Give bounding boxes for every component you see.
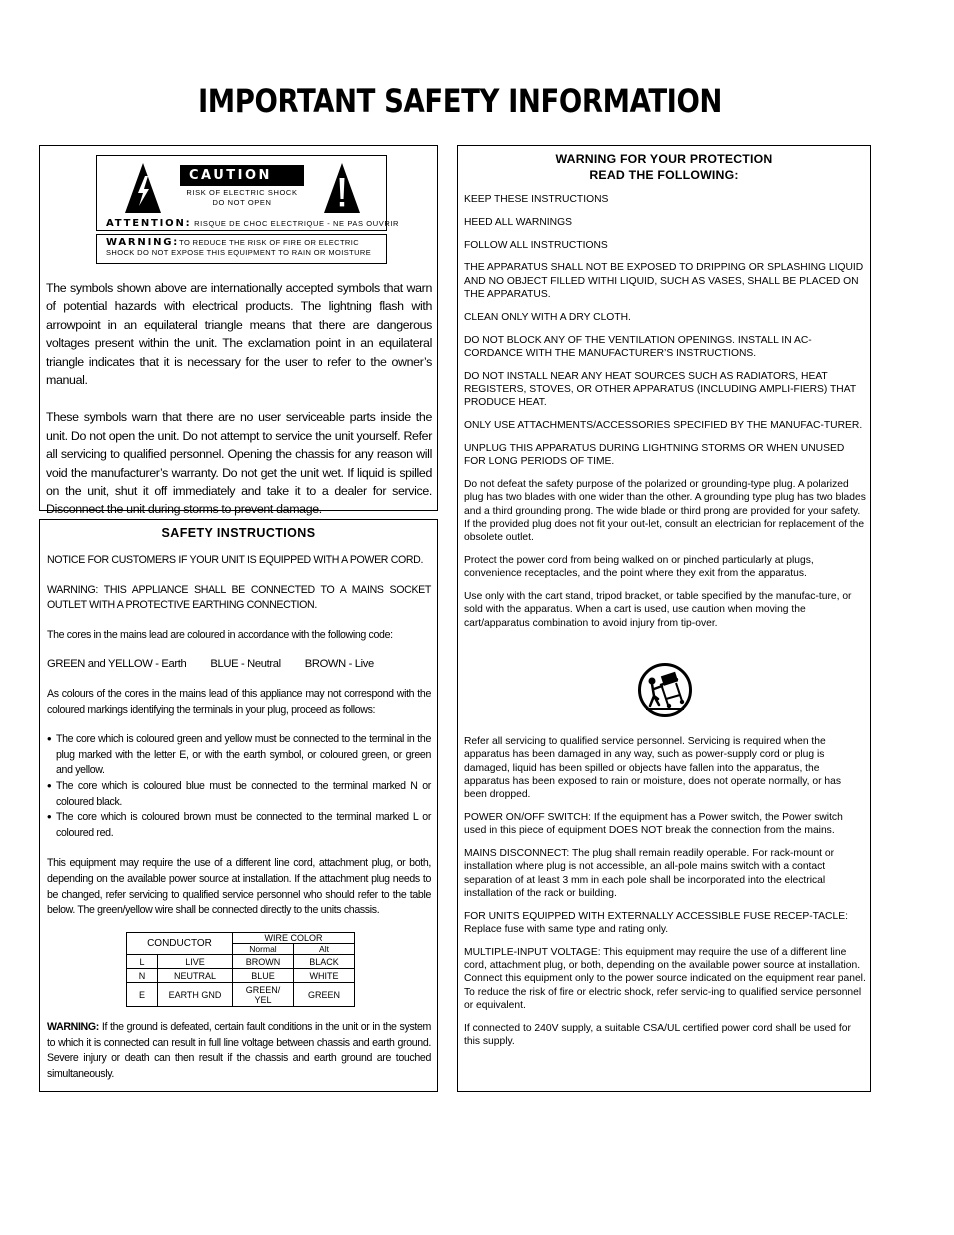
wire-color-table — [126, 932, 355, 1007]
list-item: ONLY USE ATTACHMENTS/ACCESSORIES SPECIFIED BY THE MANUFAC-TURER. — [464, 420, 863, 432]
table-row: L LIVE BROWN BLACK — [127, 955, 355, 969]
list-item: HEED ALL WARNINGS — [464, 216, 572, 228]
list-item: FOR UNITS EQUIPPED WITH EXTERNALLY ACCESSIBLE FUSE RECEP-TACLE: Replace fuse with same type and rating only. — [464, 910, 848, 936]
list-item: FOLLOW ALL INSTRUCTIONS — [464, 239, 608, 251]
caution-risk-text: RISK OF ELECTRIC SHOCK — [186, 188, 298, 197]
attention-text: RISQUE DE CHOC ELECTRIQUE - NE PAS OUVRIR — [194, 219, 400, 228]
attention-line — [106, 218, 399, 229]
colour-code-neutral: BLUE - Neutral — [210, 658, 281, 671]
ground-warning-label: WARNING: — [47, 1021, 99, 1033]
list-item: MULTIPLE-INPUT VOLTAGE: This equipment may require the use of a different line cord, attachment plug, or both, depending on the available power source at installation. Connect this equipment only to the power source indicated on the equipment rear panel. To reduce the risk of fire or electric shock, refer servic-ing to qualified service personnel or equivalent. — [464, 946, 866, 1012]
warning-text-1: TO REDUCE THE RISK OF FIRE OR ELECTRIC — [179, 238, 360, 247]
list-item: THE APPARATUS SHALL NOT BE EXPOSED TO DRIPPING OR SPLASHING LIQUID AND NO OBJECT FILLED WITHI LIQUID, SUCH AS VASES, SHALL BE PLACED ON THE APPARATUS. — [464, 262, 864, 300]
exclamation-warning-icon — [323, 162, 361, 214]
ground-defeat-warning — [47, 1020, 431, 1082]
power-cord-notice: NOTICE FOR CUSTOMERS IF YOUR UNIT IS EQUIPPED WITH A POWER CORD. — [47, 554, 424, 566]
warning-panel — [96, 234, 387, 264]
caution-panel — [96, 155, 400, 231]
colour-code-line — [47, 657, 431, 673]
table-row: N NEUTRAL BLUE WHITE — [127, 969, 355, 983]
list-item: UNPLUG THIS APPARATUS DURING LIGHTNING STORMS OR WHEN UNUSED FOR LONG PERIODS OF TIME. — [464, 442, 845, 468]
line-cord-note: This equipment may require the use of a different line cord, attachment plug, or both, depending on the available power source at installation. If the attachment plug needs to be changed, refer servicing to qualified service personnel who should refer to the table below. The green/yellow wire shall be connected directly to the units chassis. — [47, 857, 431, 917]
list-item: If connected to 240V supply, a suitable CSA/UL certified power cord shall be used for this supply. — [464, 1022, 851, 1048]
list-item: • The core which is coloured green and yellow must be connected to the terminal in the plug marked with the letter E, or with the earth symbol, or coloured green, or green and yellow. — [47, 732, 431, 779]
list-item: CLEAN ONLY WITH A DRY CLOTH. — [464, 311, 631, 323]
list-item: Protect the power cord from being walked on or pinched particularly at plugs, convenience receptacles, and the point where they exit from the apparatus. — [464, 554, 814, 580]
list-item: DO NOT INSTALL NEAR ANY HEAT SOURCES SUCH AS RADIATORS, HEAT REGISTERS, STOVES, OR OTHER APPARATUS (INCLUDING AMPLI-FIERS) THAT PRODUCE HEAT. — [464, 370, 856, 409]
protection-lower-list — [464, 735, 866, 1058]
list-item: • The core which is coloured blue must be connected to the terminal marked N or coloured black. — [47, 779, 431, 810]
safety-instructions-title: SAFETY INSTRUCTIONS — [161, 526, 316, 540]
warning-label: WARNING: — [106, 237, 180, 248]
wire-color-header: WIRE COLOR — [233, 933, 355, 944]
attention-label: ATTENTION: — [106, 218, 192, 229]
earthing-warning: WARNING: THIS APPLIANCE SHALL BE CONNECTED TO A MAINS SOCKET OUTLET WITH A PROTECTIVE EARTHING CONNECTION. — [47, 583, 431, 612]
list-item: MAINS DISCONNECT: The plug shall remain readily operable. For rack-mount or installation where plug is not accessible, an all-pole mains switch with a contact separation of at least 3 mm in each pole shall be incorporated into the electrical installation of the rack or building. — [464, 848, 835, 899]
symbols-paragraph: These symbols warn that there are no user serviceable parts inside the unit. Do not open the unit. Do not attempt to service the unit yourself. Refer all servicing to qualified personnel. Opening the chassis for any reason will void the manufacturer’s warranty. Do not get the unit wet. If liquid is spilled on the unit, shut it off immediately and take it to a dealer for service. Disconnect the unit during storms to prevent damage. — [46, 410, 432, 517]
list-item: DO NOT BLOCK ANY OF THE VENTILATION OPENINGS. INSTALL IN AC-CORDANCE WITH THE MANUFACTURER’S INSTRUCTIONS. — [464, 334, 812, 359]
lightning-warning-icon — [124, 162, 162, 214]
caution-label: CAUTION — [180, 165, 304, 186]
colours-mismatch-note: As colours of the cores in the mains lead of this appliance may not correspond with the coloured markings identifying the terminals in your plug, proceed as follows: — [47, 687, 431, 716]
safety-instructions-box — [39, 519, 438, 1092]
caution-do-not-open-text: DO NOT OPEN — [212, 198, 272, 207]
symbols-paragraph: The symbols shown above are internationally accepted symbols that warn of potential hazards with electrical products. The lightning flash with arrowpoint in an equilateral triangle means that there are dangerous voltages present within the unit. The exclamation point in an equilateral triangle indicates that it is necessary for the user to refer to the owner’s manual. — [46, 281, 432, 388]
ground-warning-text: If the ground is defeated, certain fault conditions in the unit or in the system to which it is connected can result in full line voltage between chassis and earth ground. Severe injury or death can then result if the chassis and earth ground are touched simultaneously. — [47, 1021, 431, 1080]
protection-warning-box — [457, 145, 871, 1092]
table-row: E EARTH GND GREEN/ YEL GREEN — [127, 983, 355, 1007]
list-item: POWER ON/OFF SWITCH: If the equipment has a Power switch, the Power switch used in this piece of equipment DOES NOT break the connection from the mains. — [464, 811, 843, 837]
colour-code-earth: GREEN and YELLOW - Earth — [47, 658, 187, 671]
list-item: KEEP THESE INSTRUCTIONS — [464, 194, 609, 205]
alt-header: Alt — [294, 944, 355, 955]
normal-header: Normal — [233, 944, 294, 955]
symbols-explanation — [46, 279, 432, 538]
list-item: Use only with the cart stand, tripod bracket, or table specified by the manufac-ture, or sold with the apparatus. When a cart is used, use caution when moving the cart/apparatus combination to avoid injury from tip-over. — [464, 591, 852, 629]
protection-upper-list — [464, 193, 866, 639]
hazard-symbols-box — [39, 145, 438, 517]
warning-text-2: SHOCK DO NOT EXPOSE THIS EQUIPMENT TO RAIN OR MOISTURE — [106, 248, 372, 257]
protection-title: WARNING FOR YOUR PROTECTION READ THE FOLLOWING: — [555, 152, 773, 182]
colour-code-live: BROWN - Live — [304, 658, 374, 671]
list-item: Refer all servicing to qualified service personnel. Servicing is required when the apparatus has been damaged in any way, such as power-supply cord or plug is damaged, liquid has been spilled or objects have fallen into the apparatus, the apparatus has been exposed to rain or moisture, does not operate normally, or has been dropped. — [464, 736, 842, 801]
page-title: IMPORTANT SAFETY INFORMATION — [197, 82, 723, 120]
wiring-bullet-list — [47, 732, 431, 841]
cores-colour-note: The cores in the mains lead are coloured in accordance with the following code: — [47, 628, 393, 641]
conductor-header: CONDUCTOR — [127, 933, 233, 955]
list-item: Do not defeat the safety purpose of the polarized or grounding-type plug. A polarized plug has two blades with one wider than the other. A grounding type plug has two blades and a third grounding prong. The wide blade or third prong are provided for your safety. If the provided plug does not fit your out-let, consult an electrician for replacement of the obsolete outlet. — [464, 478, 866, 544]
list-item: • The core which is coloured brown must be connected to the terminal marked L or coloured red. — [47, 810, 431, 841]
cart-tip-over-warning-icon — [638, 663, 692, 717]
